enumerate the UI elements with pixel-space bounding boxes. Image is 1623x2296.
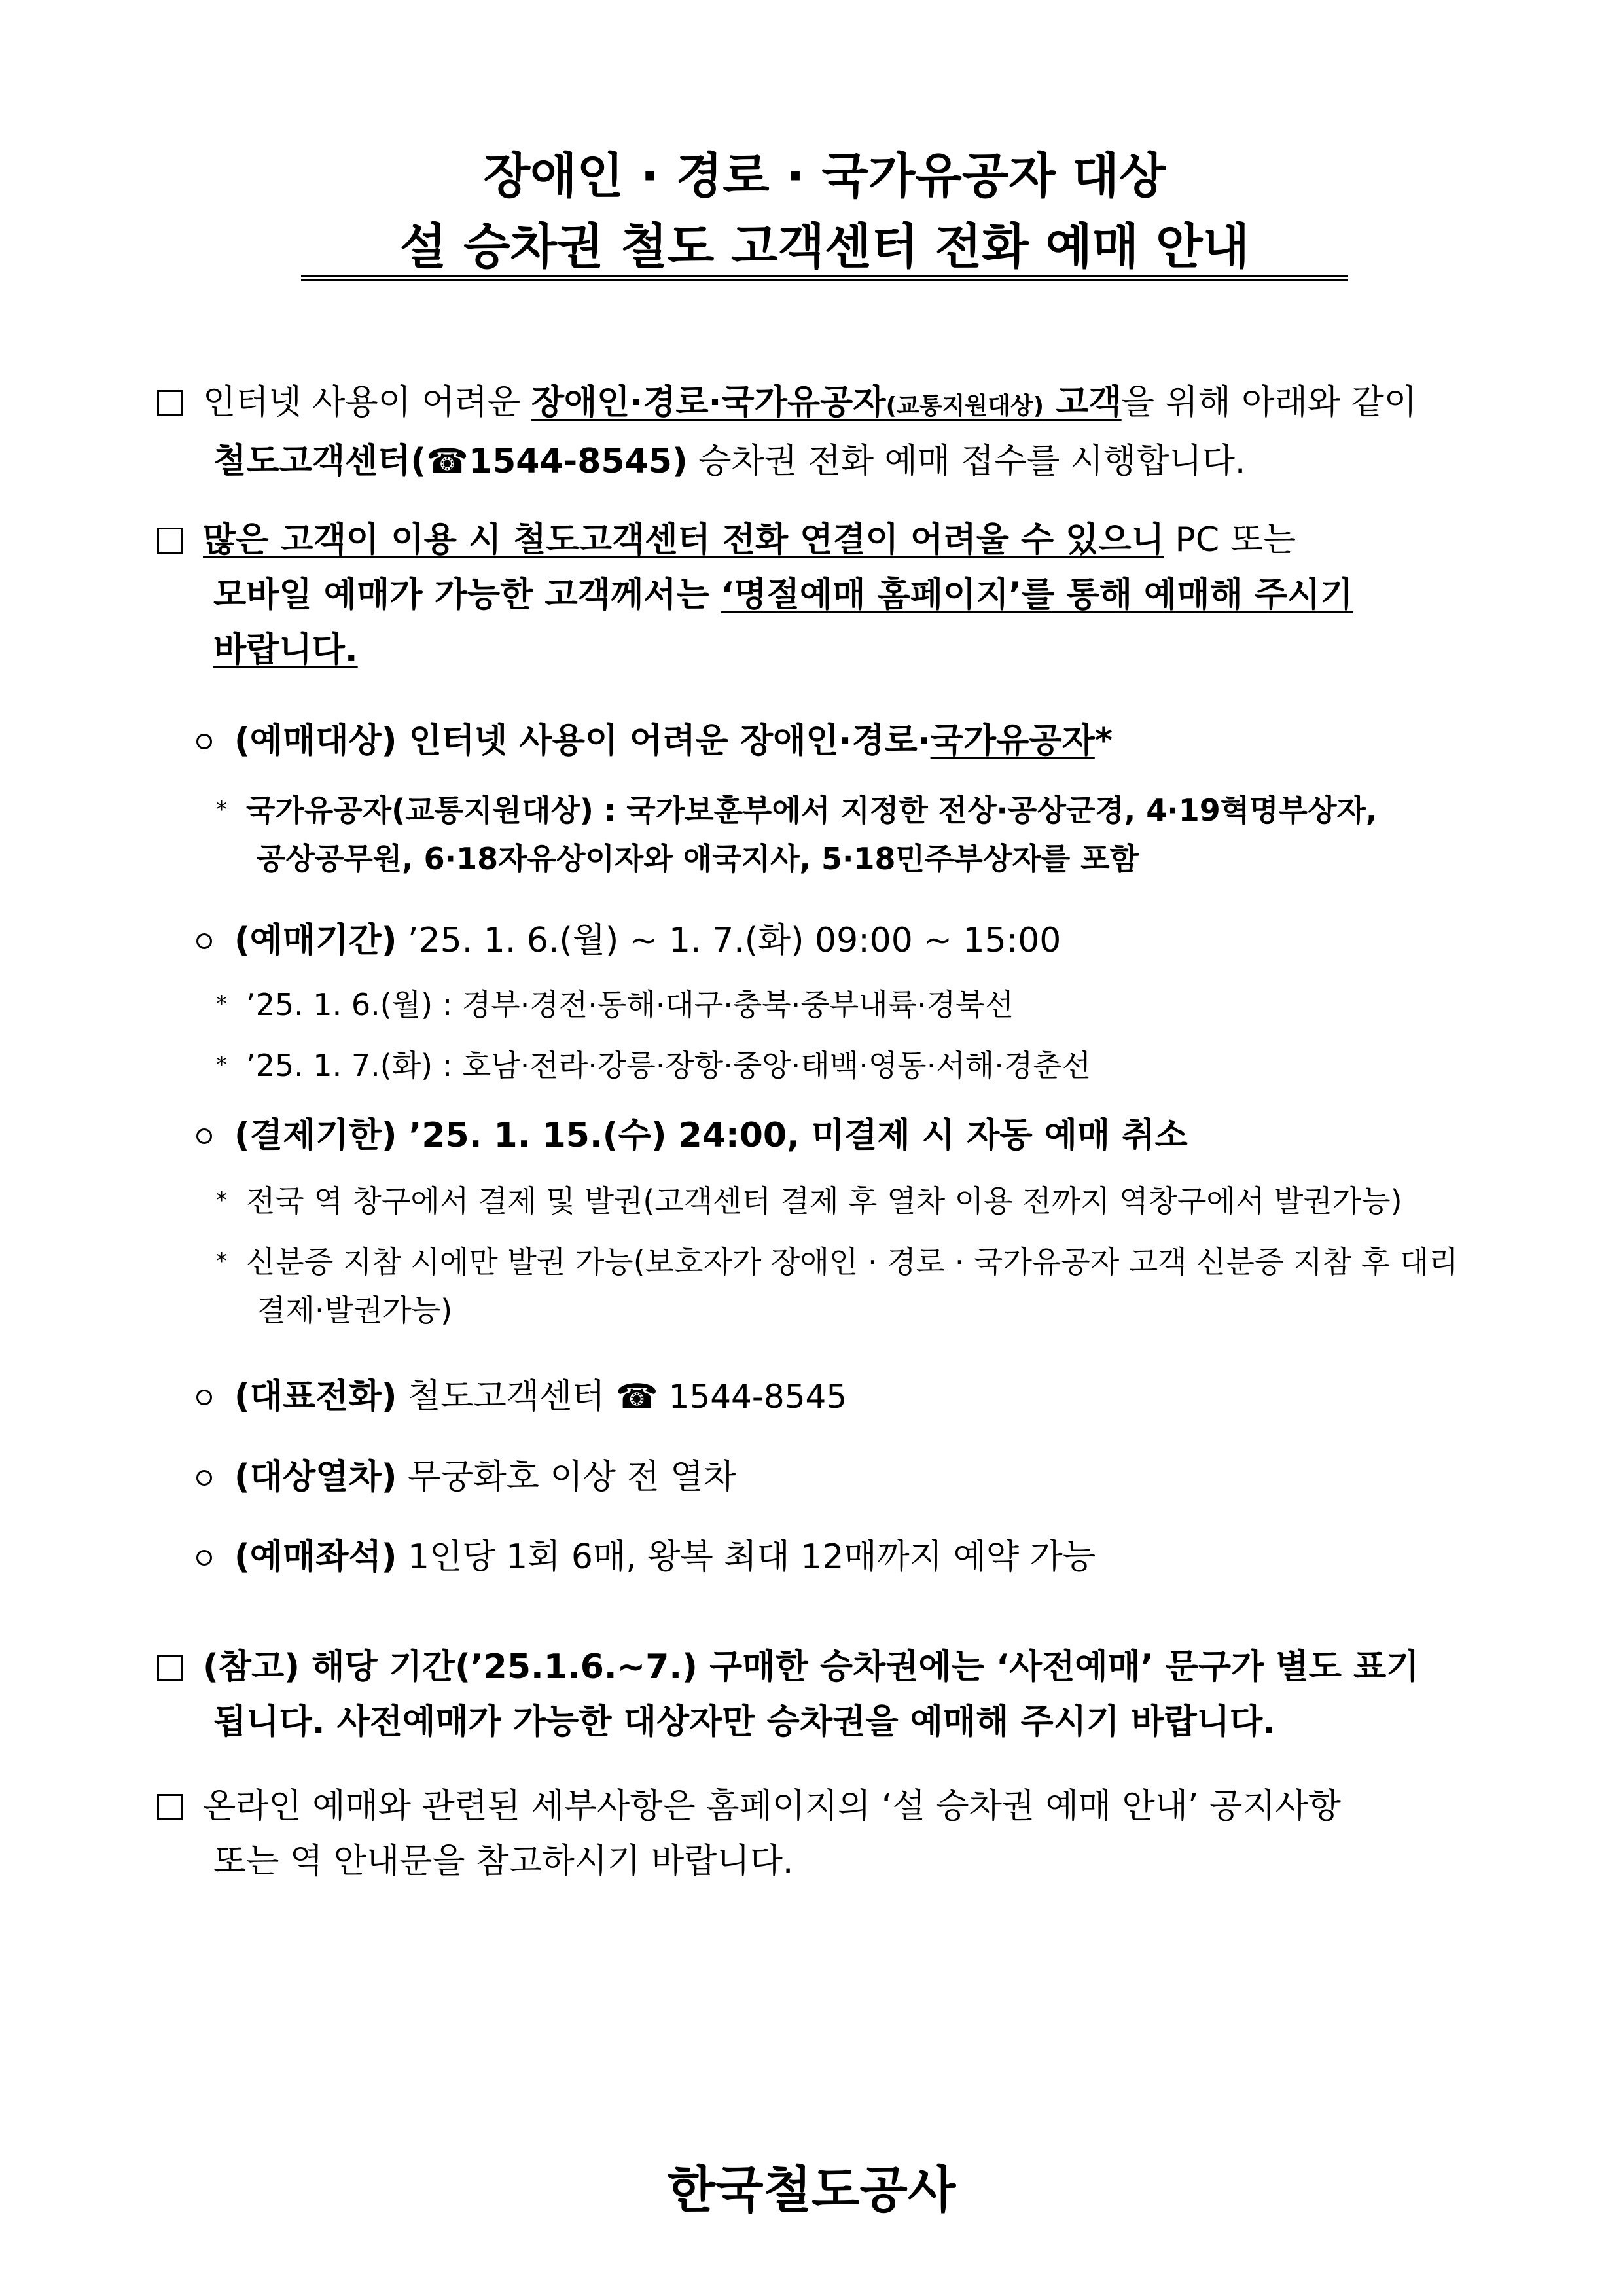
text: 고객 [1044, 383, 1122, 422]
asterisk: * [1094, 721, 1113, 761]
underlined-text: ‘명절예매 홈페이지’를 통해 예매해 주시기 [721, 575, 1353, 615]
text: 온라인 예매와 관련된 세부사항은 홈페이지의 ‘설 승차권 예매 안내’ 공지사항 [203, 1787, 1342, 1826]
continuation [157, 567, 1353, 622]
note-text: ’25. 1. 7.(화) : 호남·전라·강릉·장항·중앙·태백·영동·서해·경춘선 [246, 1048, 1092, 1083]
text: 을 위해 아래와 같이 [1121, 383, 1418, 422]
text: 인터넷 사용이 어려운 [203, 383, 531, 422]
text: 장애인·경로·국가유공자 [531, 383, 886, 422]
circle-bullet-icon [196, 1128, 212, 1144]
circle-bullet-icon [196, 1390, 212, 1405]
note-text: 결제·발권가능) [257, 1293, 453, 1328]
note-text: 공상공무원, 6·18자유상이자와 애국지사, 5·18민주부상자를 포함 [257, 841, 1139, 876]
checkbox-square-icon [157, 1655, 183, 1681]
note-text: 신분증 지참 시에만 발권 가능(보호자가 장애인 · 경로 · 국가유공자 고객 신분증 지참 후 대리 [246, 1244, 1458, 1280]
note-payment-2 [216, 1237, 1458, 1335]
bold-text: 철도고객센터(☎1544-8545) [213, 442, 688, 481]
note-payment-1 [216, 1176, 1402, 1225]
text: 모바일 예매가 가능한 고객께서는 [213, 575, 721, 615]
checkbox-square-icon [157, 528, 183, 554]
paragraph-intro [157, 375, 1417, 489]
item-label: (예매대상) [234, 721, 397, 761]
underlined-bold-text: 많은 고객이 이용 시 철도고객센터 전화 연결이 어려울 수 있으니 [203, 520, 1164, 560]
circle-bullet-icon [196, 933, 212, 949]
item-period [196, 913, 1061, 968]
title-line-2: 설 승차권 철도 고객센터 전화 예매 안내 [399, 219, 1250, 275]
asterisk-icon: * [216, 1187, 227, 1213]
item-label: (예매기간) [234, 921, 397, 960]
document-title [301, 141, 1348, 282]
item-label: (예매좌석) [234, 1537, 397, 1577]
phone-number: 1544-8545 [658, 1378, 847, 1416]
note-period-1 [216, 980, 1014, 1029]
underlined-bold-text [531, 383, 1122, 422]
item-label: (대상열차) [234, 1458, 397, 1497]
text: 무궁화호 이상 전 열차 [397, 1458, 736, 1497]
text: ’25. 1. 6.(월) ~ 1. 7.(화) 09:00 ~ 15:00 [397, 921, 1061, 960]
underlined-text: 국가유공자 [930, 721, 1095, 761]
item-phone [196, 1369, 847, 1424]
text: 됩니다. 사전예매가 가능한 대상자만 승차권을 예매해 주시기 바랍니다. [213, 1702, 1275, 1742]
organization-name: 한국철도공사 [667, 2161, 956, 2219]
paragraph-online-details [157, 1779, 1341, 1889]
asterisk-icon: * [216, 1052, 227, 1078]
circle-bullet-icon [196, 1470, 212, 1486]
underlined-text: 바랍니다. [213, 630, 358, 670]
text: 인터넷 사용이 어려운 장애인·경로· [397, 721, 931, 761]
paragraph-online-notice [157, 512, 1353, 677]
text: 또는 역 안내문을 참고하시기 바랍니다. [213, 1842, 794, 1881]
note-text: ’25. 1. 6.(월) : 경부·경전·동해·대구·충북·중부내륙·경북선 [246, 987, 1014, 1022]
checkbox-square-icon [157, 390, 183, 416]
note-text: 전국 역 창구에서 결제 및 발권(고객센터 결제 후 열차 이용 전까지 역창구에서 발권가능) [246, 1183, 1402, 1219]
text: 철도고객센터 [397, 1377, 616, 1416]
continuation [157, 622, 1353, 677]
text: 1인당 1회 6매, 왕복 최대 12매까지 예약 가능 [397, 1537, 1096, 1577]
item-label: (대표전화) [234, 1377, 397, 1416]
item-payment [196, 1108, 1188, 1163]
item-seats [196, 1530, 1096, 1585]
asterisk-icon: * [216, 991, 227, 1017]
telephone-icon: ☎ [615, 1377, 658, 1416]
paragraph-reference [157, 1640, 1419, 1749]
item-trains [196, 1450, 736, 1505]
title-line-1: 장애인 · 경로 · 국가유공자 대상 [483, 148, 1166, 204]
item-label: (결제기한) [234, 1116, 397, 1155]
text-small: (교통지원대상) [885, 393, 1044, 420]
asterisk-icon: * [216, 1248, 227, 1274]
text: PC 또는 [1164, 520, 1296, 560]
circle-bullet-icon [196, 734, 212, 749]
item-target [196, 713, 1113, 768]
asterisk-icon: * [216, 797, 227, 823]
note-period-2 [216, 1041, 1091, 1090]
note-target [216, 785, 1377, 883]
circle-bullet-icon [196, 1550, 212, 1566]
text: 승차권 전화 예매 접수를 시행합니다. [687, 442, 1246, 481]
note-text: 국가유공자(교통지원대상) : 국가보훈부에서 지정한 전상·공상군경, 4·19혁명부상자, [246, 793, 1378, 828]
text: (참고) 해당 기간(’25.1.6.~7.) 구매한 승차권에는 ‘사전예매’ 문구가 별도 표기 [203, 1647, 1419, 1687]
text: ’25. 1. 15.(수) 24:00, 미결제 시 자동 예매 취소 [397, 1116, 1188, 1155]
continuation [157, 434, 1417, 489]
checkbox-square-icon [157, 1794, 183, 1820]
title-double-rule [301, 275, 1348, 281]
